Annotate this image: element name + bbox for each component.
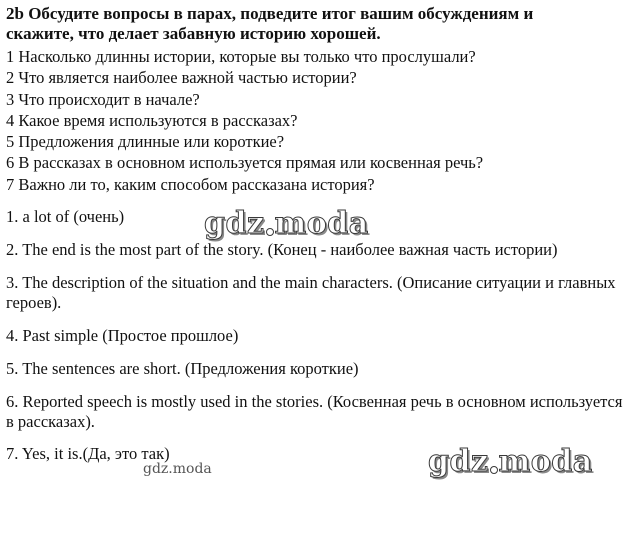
answer-item: 2. The end is the most part of the story. (Конец - наиболее важная часть истории) <box>6 240 558 260</box>
task-title-line-2: скажите, что делает забавную историю хорошей. <box>6 24 381 43</box>
answer-item: 4. Past simple (Простое прошлое) <box>6 326 239 346</box>
task-title-line-1: 2b Обсудите вопросы в парах, подведите итог вашим обсуждениям и <box>6 4 534 23</box>
question-item: 3 Что происходит в начале? <box>6 89 200 109</box>
watermark-text-right: moda <box>274 206 369 241</box>
question-item: 5 Предложения длинные или короткие? <box>6 132 285 152</box>
answer-item: 7. Yes, it is.(Да, это так) <box>6 444 170 464</box>
watermark-small: gdz.moda <box>143 461 212 477</box>
watermark-text-right: moda <box>498 444 593 479</box>
watermark-text-left: gdz <box>428 444 489 479</box>
questions-list <box>6 46 631 195</box>
task-title <box>6 4 631 44</box>
question-item: 2 Что является наиболее важной частью истории? <box>6 68 357 88</box>
answer-item: 6. Reported speech is mostly used in the stories. (Косвенная речь в основном используется в рассказах). <box>6 392 623 432</box>
question-item: 7 Важно ли то, каким способом рассказана история? <box>6 174 375 194</box>
question-item: 4 Какое время используются в рассказах? <box>6 110 298 130</box>
question-item: 1 Насколько длинны истории, которые вы только что прослушали? <box>6 47 476 66</box>
answer-item: 1. a lot of (очень) <box>6 207 125 227</box>
question-item: 6 В рассказах в основном используется прямая или косвенная речь? <box>6 153 484 173</box>
document-page <box>6 4 631 477</box>
watermark-text-left: gdz <box>204 206 265 241</box>
answer-item: 3. The description of the situation and the main characters. (Описание ситуации и главных героев). <box>6 273 616 313</box>
answers-list <box>6 207 631 464</box>
answer-item: 5. The sentences are short. (Предложения короткие) <box>6 359 359 379</box>
